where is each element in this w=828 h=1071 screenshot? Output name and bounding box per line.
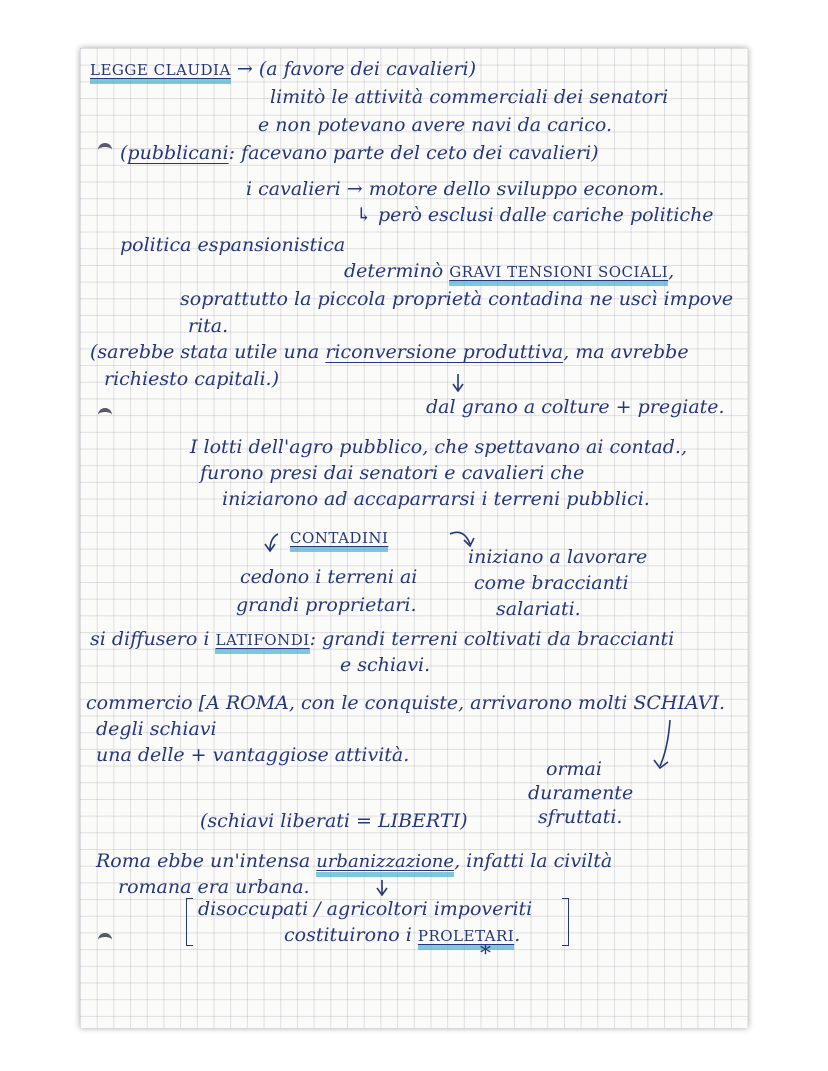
note-line: come braccianti	[474, 572, 629, 594]
pubblicani-term: pubblicani	[127, 142, 229, 164]
note-line: i cavalieri → motore dello sviluppo econom.	[246, 178, 665, 200]
contadini-heading: CONTADINI	[290, 531, 388, 552]
bracket-left	[186, 898, 193, 946]
commercio-line: commercio [A ROMA, con le conquiste, arrivarono molti SCHIAVI.	[86, 692, 726, 714]
arrow-down-icon	[650, 718, 680, 778]
note-line: disoccupati / agricoltori impoveriti	[198, 898, 533, 920]
note-line: cedono i terreni ai	[240, 566, 418, 588]
arrow-down-icon	[450, 372, 470, 396]
liberti-line: (schiavi liberati = LIBERTI)	[200, 810, 468, 832]
note-line: salariati.	[496, 598, 581, 620]
note-line: rita.	[188, 315, 229, 337]
note-line: duramente	[528, 782, 634, 804]
binder-hole	[98, 143, 112, 157]
arrow-right-icon: →	[236, 58, 253, 80]
note-line: iniziano a lavorare	[468, 546, 648, 568]
tensioni-line: determinò GRAVI TENSIONI SOCIALI,	[344, 262, 674, 286]
note-line: una delle + vantaggiose attività.	[96, 744, 410, 766]
note-line: furono presi dai senatori e cavalieri che	[200, 462, 585, 484]
pubblicani-line: (pubblicani: facevano parte del ceto dei cavalieri)	[120, 142, 599, 164]
note-line: dal grano a colture + pregiate.	[426, 396, 725, 418]
binder-hole	[98, 933, 112, 947]
note-line: ↳ però esclusi dalle cariche politiche	[356, 204, 714, 226]
note-line: ormai	[546, 758, 602, 780]
proletari-term: PROLETARI	[418, 929, 514, 950]
urbanizzazione-term: urbanizzazione	[316, 853, 454, 877]
gravi-tensioni-sociali: GRAVI TENSIONI SOCIALI	[449, 265, 668, 286]
latifondi-term: LATIFONDI	[215, 633, 309, 654]
arrow-down-left-icon	[262, 530, 286, 556]
note-line: richiesto capitali.)	[104, 368, 279, 390]
note-line: I lotti dell'agro pubblico, che spettavano ai contad.,	[190, 436, 687, 458]
heading-line	[90, 60, 476, 84]
note-line: degli schiavi	[96, 718, 217, 740]
proletari-line: costituirono i PROLETARI.	[284, 926, 520, 950]
note-line: limitò le attività commerciali dei senatori	[270, 86, 669, 108]
note-line: iniziarono ad accaparrarsi i terreni pubblici.	[222, 488, 650, 510]
legge-claudia-note: (a favore dei cavalieri)	[258, 58, 477, 80]
riconversione-line: (sarebbe stata utile una riconversione produttiva, ma avrebbe	[90, 341, 689, 363]
riconversione-term: riconversione produttiva	[325, 341, 564, 363]
note-line: e non potevano avere navi da carico.	[258, 114, 613, 136]
note-line: soprattutto la piccola proprietà contadina ne uscì impove	[180, 288, 734, 310]
note-line: romana era urbana.	[118, 876, 310, 898]
arrow-down-icon	[374, 878, 394, 900]
urbanizzazione-line: Roma ebbe un'intensa urbanizzazione, infatti la civiltà	[96, 852, 612, 877]
note-line: e schiavi.	[340, 654, 431, 676]
contadini-wrap	[290, 528, 388, 552]
asterisk-icon: *	[480, 942, 491, 967]
binder-hole	[98, 408, 112, 422]
note-line: grandi proprietari.	[236, 594, 417, 616]
legge-claudia-heading: LEGGE CLAUDIA	[90, 63, 231, 84]
bracket-right	[562, 898, 569, 946]
note-line: politica espansionistica	[120, 234, 346, 256]
latifondi-line: si diffusero i LATIFONDI: grandi terreni coltivati da braccianti	[90, 630, 674, 654]
note-line: sfruttati.	[538, 806, 623, 828]
